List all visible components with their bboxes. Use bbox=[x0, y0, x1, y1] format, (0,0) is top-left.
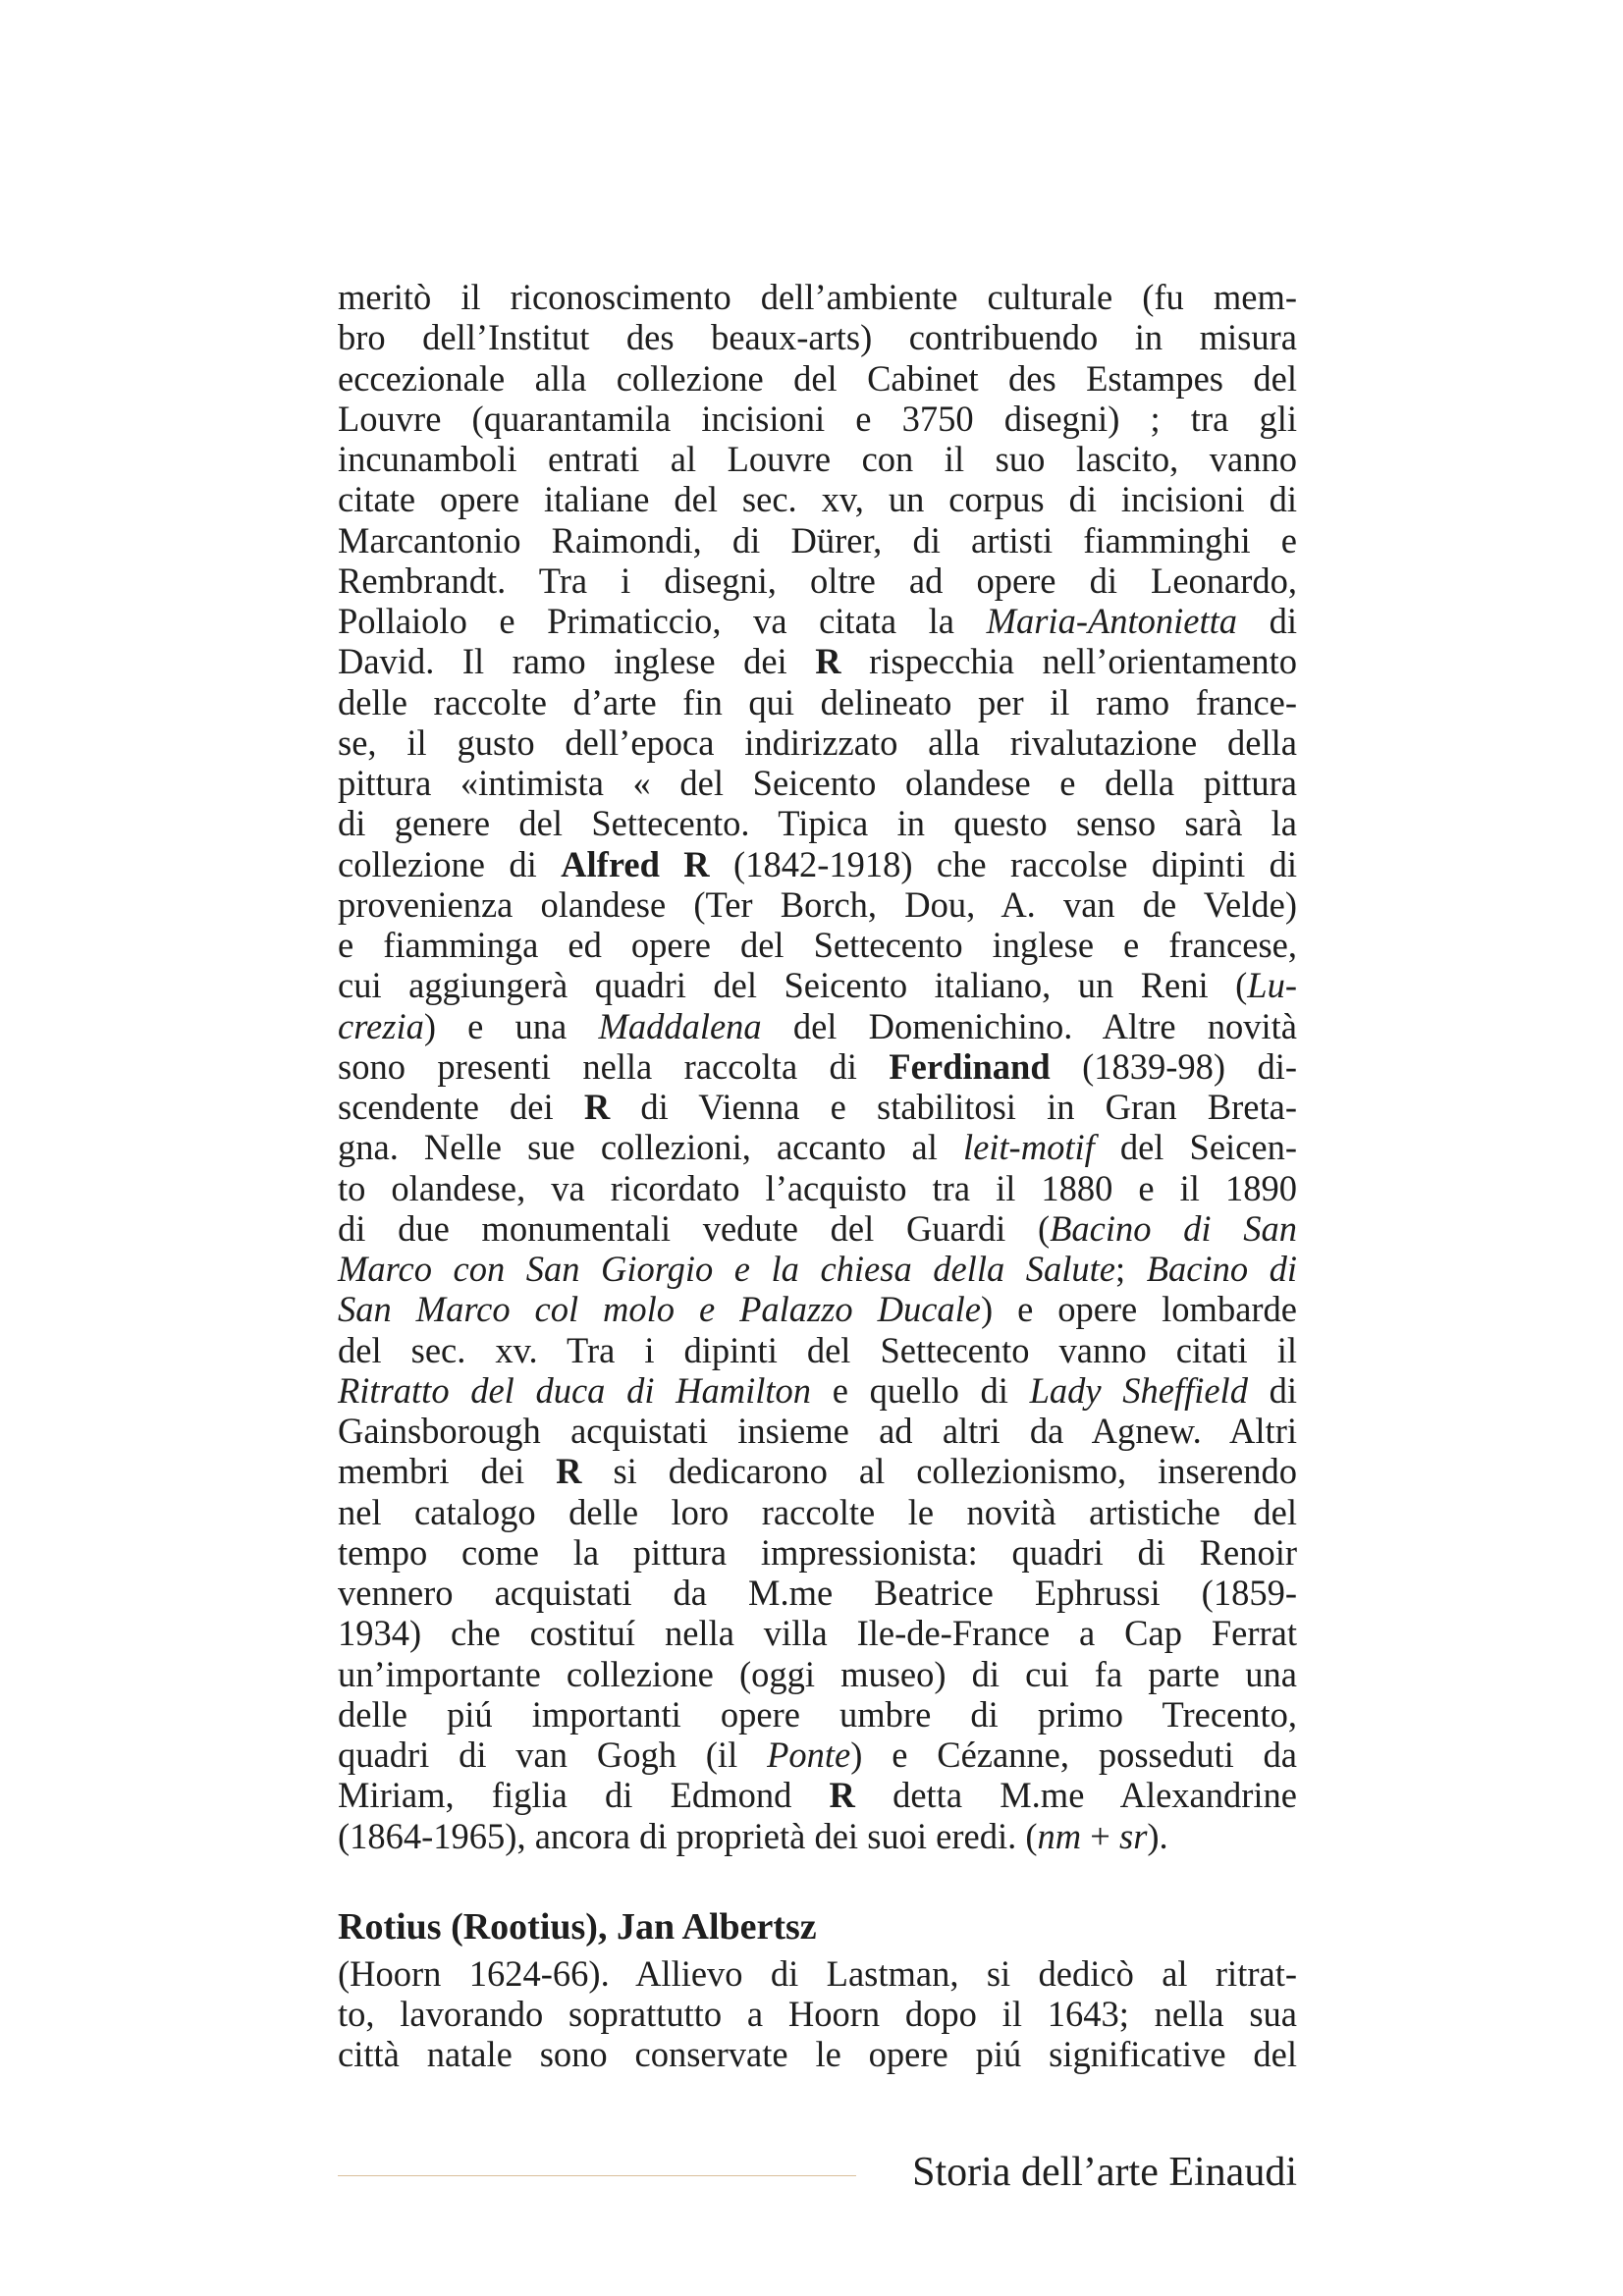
text-line bbox=[338, 1046, 1297, 1087]
italic-text: crezia bbox=[338, 1005, 424, 1046]
text-line bbox=[338, 1411, 1297, 1451]
text-run: scendente dei bbox=[338, 1087, 584, 1127]
text-line bbox=[338, 641, 1297, 681]
text-run: quadri di van Gogh (il bbox=[338, 1735, 768, 1775]
text-line bbox=[338, 1775, 1297, 1815]
text-line bbox=[338, 317, 1297, 357]
text-run: 1934) che costituí nella villa Ile-de-France a Cap Ferrat bbox=[338, 1613, 1297, 1654]
italic-text: Marco con San Giorgio e la chiesa della Salute bbox=[338, 1249, 1115, 1289]
text-run: Gainsborough acquistati insieme ad altri da Agnew. Altri bbox=[338, 1411, 1297, 1451]
text-run: del Seicen- bbox=[1094, 1127, 1297, 1168]
text-run: (1839-98) di- bbox=[1050, 1045, 1298, 1087]
text-line bbox=[338, 1694, 1297, 1735]
italic-text: Bacino di San bbox=[1050, 1207, 1297, 1249]
text-run: del Domenichino. Altre novità bbox=[761, 1005, 1297, 1046]
bold-text: Ferdinand bbox=[889, 1045, 1051, 1087]
text-line bbox=[338, 1613, 1297, 1653]
text-line bbox=[338, 884, 1297, 925]
text-line bbox=[338, 1168, 1297, 1208]
text-run: sono presenti nella raccolta di bbox=[338, 1045, 890, 1087]
entry-title: Rotius (Rootius), Jan Albertsz bbox=[338, 1905, 817, 1948]
text-line bbox=[338, 1087, 1297, 1127]
text-run: tempo come la pittura impressionista: quadri di Renoir bbox=[338, 1531, 1297, 1573]
text-run: nel catalogo delle loro raccolte le novità artistiche del bbox=[338, 1491, 1297, 1532]
text-line bbox=[338, 1127, 1297, 1167]
text-run: Pollaiolo e Primaticcio, va citata la bbox=[338, 601, 987, 641]
text-run: delle raccolte d’arte fin qui delineato per il ramo france- bbox=[338, 681, 1297, 722]
text-run: di due monumentali vedute del Guardi ( bbox=[338, 1207, 1051, 1249]
article-continuation bbox=[338, 277, 1297, 1856]
text-line bbox=[338, 1492, 1297, 1532]
text-run: di genere del Settecento. Tipica in questo senso sarà la bbox=[338, 803, 1297, 844]
text-run: eccezionale alla collezione del Cabinet des Estampes del bbox=[338, 357, 1297, 399]
entry-body bbox=[338, 1953, 1297, 2075]
text-run: e fiamminga ed opere del Settecento inglese e francese, bbox=[338, 925, 1297, 965]
text-run: del sec. xv. Tra i dipinti del Settecento vanno citati il bbox=[338, 1329, 1297, 1370]
text-line bbox=[338, 2034, 1297, 2074]
footer-publication: Storia dell’arte Einaudi bbox=[912, 2150, 1297, 2195]
text-run: pittura «intimista « del Seicento olandese e della pittura bbox=[338, 763, 1297, 803]
text-line bbox=[338, 965, 1297, 1005]
bold-text: R bbox=[583, 1087, 611, 1127]
bold-text: R bbox=[556, 1451, 582, 1492]
text-line bbox=[338, 358, 1297, 399]
text-line bbox=[338, 1451, 1297, 1491]
text-line bbox=[338, 277, 1297, 317]
text-run: delle piú importanti opere umbre di primo Trecento, bbox=[338, 1693, 1297, 1735]
text-line bbox=[338, 1330, 1297, 1370]
italic-text: Ponte bbox=[767, 1735, 851, 1775]
text-run: (1842-1918) che raccolse dipinti di bbox=[709, 843, 1298, 884]
text-run: vennero acquistati da M.me Beatrice Ephrussi (1859- bbox=[338, 1573, 1297, 1613]
text-line bbox=[338, 479, 1297, 519]
text-line bbox=[338, 1370, 1297, 1411]
text-run: Louvre (quarantamila incisioni e 3750 disegni) ; tra gli bbox=[338, 398, 1297, 439]
text-line bbox=[338, 844, 1297, 884]
text-run: + bbox=[1081, 1815, 1119, 1856]
page-body bbox=[338, 277, 1297, 2075]
text-run: (Hoorn 1624-66). Allievo di Lastman, si dedicò al ritrat- bbox=[338, 1952, 1297, 1994]
text-line bbox=[338, 520, 1297, 561]
text-run: (1864-1965), ancora di proprietà dei suoi eredi. ( bbox=[338, 1815, 1038, 1856]
italic-text: Bacino di bbox=[1146, 1249, 1298, 1289]
text-run: ) e Cézanne, posseduti da bbox=[850, 1735, 1298, 1775]
italic-text: Maria-Antonietta bbox=[986, 601, 1238, 641]
bold-text: R bbox=[815, 641, 841, 682]
text-line bbox=[338, 399, 1297, 439]
text-line bbox=[338, 722, 1297, 763]
bold-text: Alfred R bbox=[561, 843, 710, 884]
text-run: cui aggiungerà quadri del Seicento italiano, un Reni ( bbox=[338, 965, 1248, 1006]
text-run: e quello di bbox=[811, 1369, 1030, 1411]
text-line bbox=[338, 561, 1297, 601]
text-line bbox=[338, 1006, 1297, 1046]
text-line bbox=[338, 925, 1297, 965]
text-run: di bbox=[1247, 1369, 1298, 1411]
text-run: citate opere italiane del sec. xv, un corpus di incisioni di bbox=[338, 479, 1297, 520]
text-run: rispecchia nell’orientamento bbox=[840, 641, 1297, 682]
text-line bbox=[338, 803, 1297, 843]
text-line bbox=[338, 1953, 1297, 1994]
text-run: collezione di bbox=[338, 843, 562, 884]
italic-text: Lady Sheffield bbox=[1029, 1369, 1248, 1411]
italic-text: nm bbox=[1037, 1815, 1082, 1856]
text-run: bro dell’Institut des beaux-arts) contribuendo in misura bbox=[338, 317, 1297, 358]
text-run: ; bbox=[1115, 1249, 1147, 1289]
text-line bbox=[338, 1289, 1297, 1329]
text-run: to olandese, va ricordato l’acquisto tra il 1880 e il 1890 bbox=[338, 1167, 1297, 1208]
italic-text: leit-motif bbox=[962, 1127, 1095, 1168]
text-line bbox=[338, 763, 1297, 803]
text-run: Marcantonio Raimondi, di Dürer, di artisti fiamminghi e bbox=[338, 519, 1297, 561]
text-run: ) e una bbox=[423, 1005, 599, 1046]
text-run: David. Il ramo inglese dei bbox=[338, 641, 816, 682]
text-run: Miriam, figlia di Edmond bbox=[338, 1775, 830, 1816]
text-run: si dedicarono al collezionismo, inserendo bbox=[581, 1451, 1297, 1492]
text-run: meritò il riconoscimento dell’ambiente culturale (fu mem- bbox=[338, 277, 1297, 317]
text-run: se, il gusto dell’epoca indirizzato alla rivalutazione della bbox=[338, 721, 1297, 763]
text-run: Rembrandt. Tra i disegni, oltre ad opere di Leonardo, bbox=[338, 560, 1297, 601]
text-line bbox=[338, 1208, 1297, 1249]
text-run: detta M.me Alexandrine bbox=[854, 1775, 1297, 1816]
text-line bbox=[338, 1532, 1297, 1573]
text-line bbox=[338, 1735, 1297, 1775]
italic-text: San Marco col molo e Palazzo Ducale bbox=[338, 1289, 981, 1330]
italic-text: sr bbox=[1118, 1815, 1148, 1856]
text-line bbox=[338, 1816, 1297, 1856]
italic-text: Maddalena bbox=[598, 1005, 762, 1046]
text-run: ). bbox=[1147, 1815, 1168, 1856]
italic-text: Ritratto del duca di Hamilton bbox=[338, 1369, 812, 1411]
text-line bbox=[338, 1654, 1297, 1694]
italic-text: Lu- bbox=[1247, 965, 1297, 1006]
text-line bbox=[338, 1249, 1297, 1289]
text-run: un’importante collezione (oggi museo) di cui fa parte una bbox=[338, 1653, 1297, 1694]
text-line bbox=[338, 682, 1297, 722]
text-run: membri dei bbox=[338, 1451, 557, 1492]
footer-rule bbox=[338, 2175, 856, 2176]
text-run: incunamboli entrati al Louvre con il suo lascito, vanno bbox=[338, 439, 1297, 479]
text-line bbox=[338, 601, 1297, 641]
text-run: di bbox=[1237, 601, 1297, 641]
text-line bbox=[338, 1573, 1297, 1613]
text-run: to, lavorando soprattutto a Hoorn dopo il 1643; nella sua bbox=[338, 1994, 1297, 2034]
bold-text: R bbox=[829, 1775, 855, 1816]
text-run: di Vienna e stabilitosi in Gran Breta- bbox=[610, 1087, 1297, 1127]
text-run: gna. Nelle sue collezioni, accanto al bbox=[338, 1127, 963, 1168]
text-run: città natale sono conservate le opere piú significative del bbox=[338, 2034, 1297, 2075]
text-line bbox=[338, 1994, 1297, 2034]
text-run: ) e opere lombarde bbox=[981, 1289, 1297, 1330]
text-run: provenienza olandese (Ter Borch, Dou, A. van de Velde) bbox=[338, 883, 1297, 925]
text-line bbox=[338, 439, 1297, 479]
